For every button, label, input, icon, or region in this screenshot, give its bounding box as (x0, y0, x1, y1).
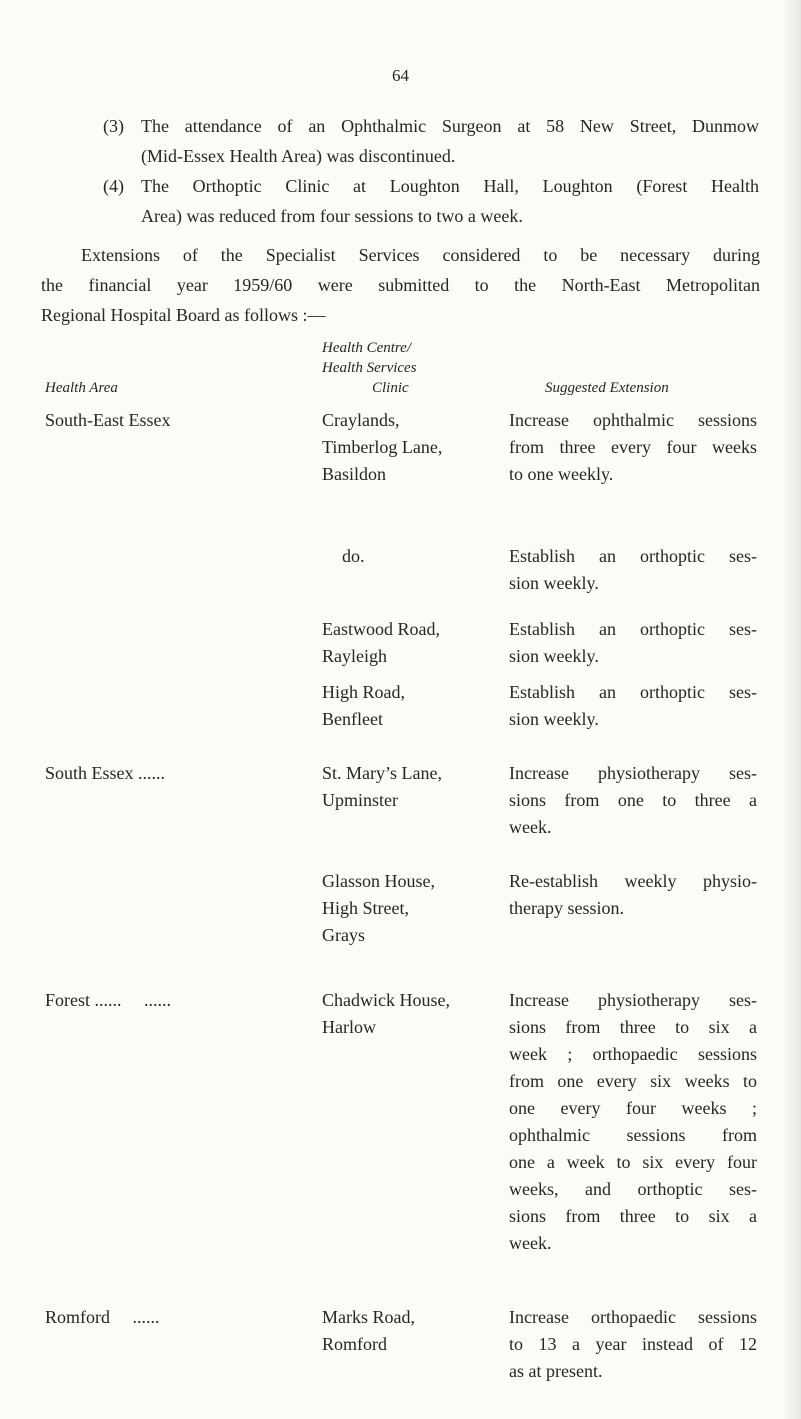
intro-line: Regional Hospital Board as follows :— (41, 305, 326, 325)
item-number: (3) (103, 116, 124, 136)
cell-suggested-extension (509, 1304, 757, 1385)
extension-line: sion weekly. (509, 573, 599, 593)
extension-line: week ; orthopaedic sessions (509, 1044, 757, 1064)
cell-clinic (322, 987, 497, 1041)
cell-clinic (322, 868, 497, 949)
clinic-line: Basildon (322, 464, 387, 484)
extension-line: Increase ophthalmic sessions (509, 410, 757, 430)
extension-line: Increase orthopaedic sessions (509, 1307, 757, 1327)
extension-line: sion weekly. (509, 646, 599, 666)
intro-line: the financial year 1959/60 were submitted to the North-East Metropolitan (41, 275, 760, 295)
item-3 (103, 111, 759, 171)
header-suggested-extension: Suggested Extension (545, 380, 669, 396)
item-line: Area) was reduced from four sessions to two a week. (141, 206, 523, 226)
cell-suggested-extension (509, 679, 757, 733)
extension-line: as at present. (509, 1361, 603, 1381)
clinic-line: Benfleet (322, 709, 383, 729)
extension-line: Establish an orthoptic ses- (509, 682, 757, 702)
header-clinic-line: Health Centre/ (322, 340, 412, 356)
clinic-line: Romford (322, 1334, 387, 1354)
extension-line: Re-establish weekly physio- (509, 871, 757, 891)
item-text (103, 111, 759, 171)
clinic-line: Grays (322, 925, 365, 945)
page-edge-shadow (783, 0, 801, 1419)
cell-clinic (322, 616, 497, 670)
extension-line: sions from three to six a (509, 1206, 757, 1226)
clinic-line: High Street, (322, 898, 409, 918)
item-line: (Mid-Essex Health Area) was discontinued. (141, 146, 456, 166)
extension-line: one every four weeks ; (509, 1098, 757, 1118)
extension-line: weeks, and orthoptic ses- (509, 1179, 757, 1199)
clinic-line: do. (342, 546, 365, 566)
item-line: The Orthoptic Clinic at Loughton Hall, Loughton (Forest Health (141, 176, 759, 196)
cell-health-area: South-East Essex (45, 410, 171, 430)
clinic-line: Chadwick House, (322, 990, 450, 1010)
extension-line: one a week to six every four (509, 1152, 757, 1172)
cell-suggested-extension (509, 543, 757, 597)
cell-clinic (322, 543, 497, 570)
page-number: 64 (392, 66, 409, 85)
cell-health-area: South Essex ...... (45, 763, 166, 783)
cell-health-area: Forest ...... ...... (45, 990, 171, 1010)
extension-line: from three every four weeks (509, 437, 757, 457)
extension-line: week. (509, 817, 552, 837)
clinic-line: High Road, (322, 682, 405, 702)
clinic-line: Rayleigh (322, 646, 387, 666)
cell-clinic (322, 1304, 497, 1358)
extension-line: sions from one to three a (509, 790, 757, 810)
item-number: (4) (103, 176, 124, 196)
header-clinic-line: Clinic (372, 380, 409, 396)
cell-clinic (322, 407, 497, 488)
clinic-line: Marks Road, (322, 1307, 415, 1327)
clinic-line: Harlow (322, 1017, 376, 1037)
header-clinic (322, 338, 417, 398)
cell-suggested-extension (509, 616, 757, 670)
extension-line: therapy session. (509, 898, 624, 918)
header-clinic-line: Health Services (322, 360, 417, 376)
item-line: The attendance of an Ophthalmic Surgeon at 58 New Street, Dunmow (141, 116, 759, 136)
extension-line: from one every six weeks to (509, 1071, 757, 1091)
extension-line: Establish an orthoptic ses- (509, 546, 757, 566)
extension-line: ophthalmic sessions from (509, 1125, 757, 1145)
clinic-line: St. Mary’s Lane, (322, 763, 442, 783)
extension-line: Increase physiotherapy ses- (509, 763, 757, 783)
header-health-area: Health Area (45, 380, 118, 396)
clinic-line: Upminster (322, 790, 398, 810)
clinic-line: Craylands, (322, 410, 400, 430)
extension-line: to one weekly. (509, 464, 614, 484)
cell-suggested-extension (509, 407, 757, 488)
cell-suggested-extension (509, 760, 757, 841)
cell-clinic (322, 679, 497, 733)
clinic-line: Eastwood Road, (322, 619, 440, 639)
cell-health-area: Romford ...... (45, 1307, 160, 1327)
clinic-line: Glasson House, (322, 871, 435, 891)
extension-line: week. (509, 1233, 552, 1253)
extension-line: Increase physiotherapy ses- (509, 990, 757, 1010)
extension-line: to 13 a year instead of 12 (509, 1334, 757, 1354)
cell-suggested-extension (509, 868, 757, 922)
item-4 (103, 171, 759, 231)
extension-line: Establish an orthoptic ses- (509, 619, 757, 639)
clinic-line: Timberlog Lane, (322, 437, 443, 457)
cell-suggested-extension (509, 987, 757, 1257)
extension-line: sions from three to six a (509, 1017, 757, 1037)
cell-clinic (322, 760, 497, 814)
extension-line: sion weekly. (509, 709, 599, 729)
intro-line: Extensions of the Specialist Services considered to be necessary during (81, 245, 760, 265)
intro-paragraph (41, 240, 760, 330)
item-text (103, 171, 759, 231)
